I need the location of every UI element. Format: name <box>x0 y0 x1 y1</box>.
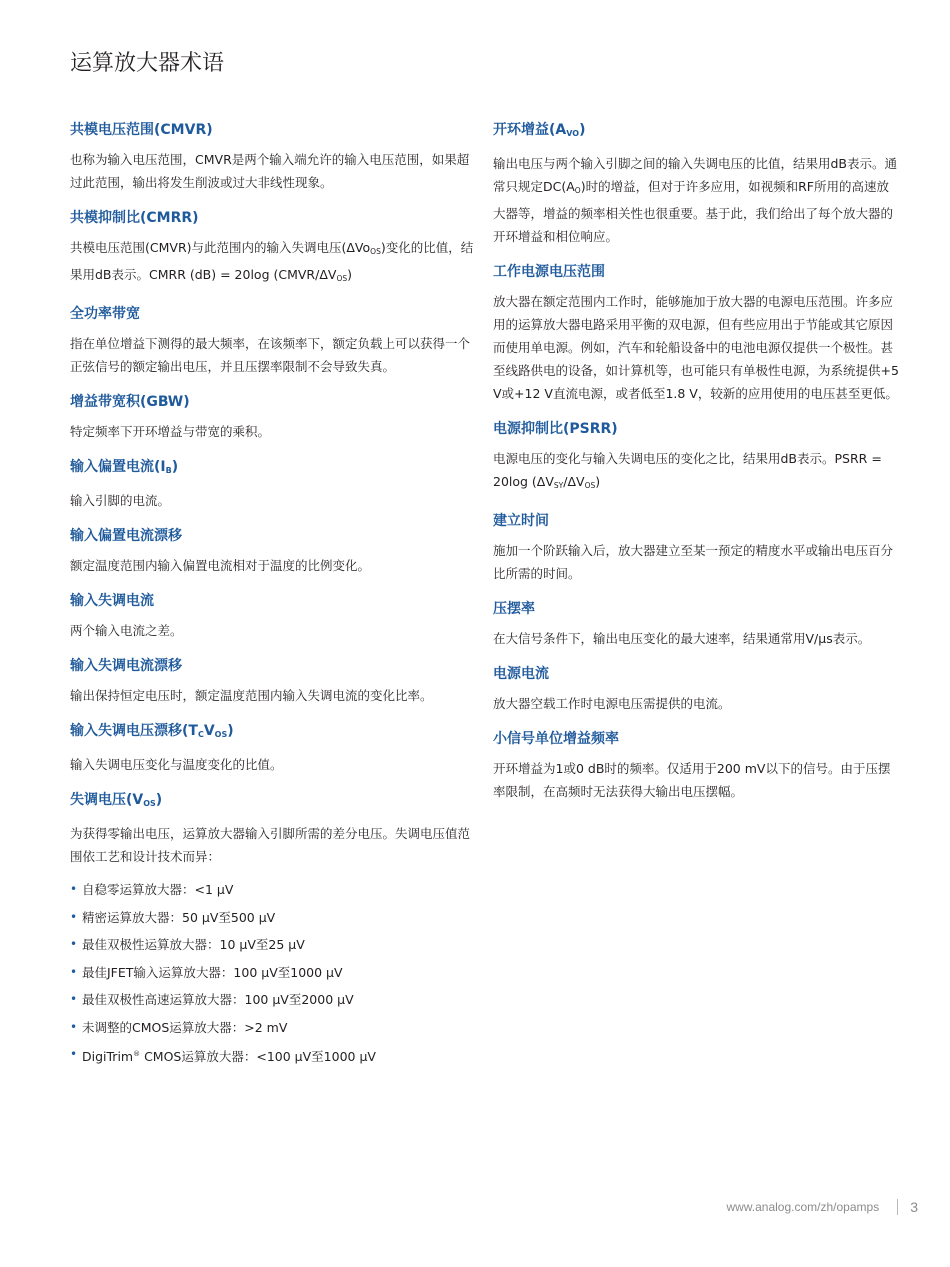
footer-url[interactable]: www.analog.com/zh/opamps <box>726 1200 880 1214</box>
avo-title-end: ) <box>579 122 586 138</box>
psrr-sub-2: OS <box>584 481 596 490</box>
bullet-icon: • <box>70 937 78 951</box>
term-heading-gbw: 增益带宽积(GBW) <box>70 394 190 410</box>
bullet-icon: • <box>70 909 78 924</box>
bullet-icon: • <box>70 1019 78 1034</box>
term-heading-cmvr: 共模电压范围(CMVR) <box>70 122 213 138</box>
right-column <box>493 120 899 817</box>
term-supply-current <box>493 664 899 715</box>
term-body-gbw: 特定频率下开环增益与带宽的乘积。 <box>70 424 271 439</box>
term-body-fpbw: 指在单位增益下测得的最大频率，在该频率下，额定负载上可以获得一个正弦信号的额定输出电压，并且压摆率限制不会导致失真。 <box>70 336 471 374</box>
term-body-supply-current: 放大器空载工作时电源电压需提供的电流。 <box>493 696 731 711</box>
term-ib <box>70 457 476 512</box>
term-slew <box>493 599 899 650</box>
term-body-supply-range: 放大器在额定范围内工作时，能够施加于放大器的电源电压范围。许多应用的运算放大器电路采用平衡的双电源，但有些应用出于节能或其它原因而使用单电源。例如，汽车和轮船设备中的电池电源仅提供一个极性。甚至线路供电的设备，如计算机等，也可能只有单极性电源，为系统提供+5 V或+12 V直流电源，或者低至1.8 V，较新的应用使用的电压甚至更低。 <box>493 294 899 401</box>
term-body-ios-drift: 输出保持恒定电压时，额定温度范围内输入失调电流的变化比率。 <box>70 688 433 703</box>
term-ib-drift <box>70 526 476 577</box>
cmrr-text-3: ) <box>347 267 352 282</box>
ib-title-main: 输入偏置电流(I <box>70 459 166 475</box>
term-heading-avo <box>493 120 899 144</box>
term-heading-tcvos <box>70 721 476 745</box>
list-item <box>70 904 476 932</box>
cmrr-text-2: )变化的比值，结果用dB表示。CMRR (dB) = 20log (CMVR/ΔV <box>70 240 474 282</box>
tcvos-title-main: 输入失调电压漂移(T <box>70 723 198 739</box>
list-item <box>70 876 476 904</box>
term-ios <box>70 591 476 642</box>
term-fpbw <box>70 304 476 378</box>
bullet-text: 自稳零运算放大器：<1 µV <box>82 882 234 897</box>
term-cmvr <box>70 120 476 194</box>
term-body-tcvos: 输入失调电压变化与温度变化的比值。 <box>70 757 283 772</box>
tcvos-title-mid: V <box>203 723 215 739</box>
term-body-ib-drift: 额定温度范围内输入偏置电流相对于温度的比例变化。 <box>70 558 371 573</box>
bullet-text: 精密运算放大器：50 µV至500 µV <box>82 909 276 925</box>
bullet-text: 未调整的CMOS运算放大器：>2 mV <box>82 1019 288 1035</box>
term-heading-vos <box>70 790 476 814</box>
term-body-slew: 在大信号条件下，输出电压变化的最大速率，结果通常用V/µs表示。 <box>493 631 871 646</box>
term-heading-settling: 建立时间 <box>493 513 549 529</box>
term-supply-range <box>493 262 899 405</box>
list-item <box>70 1014 476 1042</box>
tcvos-title-sub2: OS <box>214 730 228 739</box>
avo-text-2: )时的增益，但对于许多应用，如视频和RF所用的高速放大器等，增益的频率相关性也很重要。基于此，我们给出了每个放大器的开环增益和相位响应。 <box>493 179 894 244</box>
term-heading-ios-drift: 输入失调电流漂移 <box>70 658 182 674</box>
left-column <box>70 120 476 1085</box>
tcvos-title-sub1: C <box>197 730 204 739</box>
vos-title-sub: OS <box>143 799 156 808</box>
term-heading-cmrr: 共模抑制比(CMRR) <box>70 210 199 226</box>
list-item <box>70 931 476 959</box>
ib-title-end: ) <box>171 459 179 475</box>
term-heading-slew: 压摆率 <box>493 601 535 617</box>
term-heading-fpbw: 全功率带宽 <box>70 306 140 322</box>
list-item <box>70 1041 476 1071</box>
cmrr-sub-1: OS <box>370 247 381 256</box>
list-item <box>70 986 476 1014</box>
bullet-text: 最佳双极性高速运算放大器：100 µV至2000 µV <box>82 992 354 1007</box>
term-gbw <box>70 392 476 443</box>
bullet-text-digitrim-rest: CMOS运算放大器：<100 µV至1000 µV <box>140 1049 376 1064</box>
bullet-text: 最佳双极性运算放大器：10 µV至25 µV <box>82 937 305 952</box>
psrr-text-2: /ΔV <box>563 474 585 489</box>
term-body-avo <box>493 152 899 248</box>
list-item <box>70 959 476 987</box>
term-body-vos: 为获得零输出电压，运算放大器输入引脚所需的差分电压。失调电压值范围依工艺和设计技术而异： <box>70 826 471 864</box>
cmrr-text-1: 共模电压范围(CMVR)与此范围内的输入失调电压(ΔVo <box>70 240 371 255</box>
term-heading-supply-range: 工作电源电压范围 <box>493 264 605 280</box>
term-heading-supply-current: 电源电流 <box>493 666 549 682</box>
term-avo <box>493 120 899 248</box>
bullet-icon: • <box>70 992 78 1006</box>
page-title: 运算放大器术语 <box>70 51 225 76</box>
term-cmrr <box>70 208 476 290</box>
psrr-sub-1: SY <box>553 481 564 490</box>
term-body-ios: 两个输入电流之差。 <box>70 623 183 638</box>
term-vos <box>70 790 476 1071</box>
term-heading-unity-gain: 小信号单位增益频率 <box>493 731 619 747</box>
avo-text-1: 输出电压与两个输入引脚之间的输入失调电压的比值，结果用dB表示。通常只规定DC(A <box>493 156 898 194</box>
page-number: 3 <box>910 1199 918 1215</box>
tcvos-title-end: ) <box>227 723 234 739</box>
term-tcvos <box>70 721 476 776</box>
bullet-icon: • <box>70 964 78 979</box>
term-heading-ios: 输入失调电流 <box>70 593 154 609</box>
avo-title-sub: VO <box>566 129 580 138</box>
avo-title-main: 开环增益(A <box>493 122 567 138</box>
bullet-icon: • <box>70 882 78 896</box>
term-psrr <box>493 419 899 497</box>
term-heading-ib <box>70 457 476 481</box>
term-body-cmvr: 也称为输入电压范围，CMVR是两个输入端允许的输入电压范围，如果超过此范围，输出将发生削波或过大非线性现象。 <box>70 152 470 190</box>
term-ios-drift <box>70 656 476 707</box>
term-heading-psrr: 电源抑制比(PSRR) <box>493 421 618 437</box>
term-body-cmrr <box>70 236 476 290</box>
term-body-settling: 施加一个阶跃输入后，放大器建立至某一预定的精度水平或输出电压百分比所需的时间。 <box>493 543 894 581</box>
bullet-icon: • <box>70 1047 78 1061</box>
cmrr-sub-2: OS <box>336 274 348 283</box>
term-body-unity-gain: 开环增益为1或0 dB时的频率。仅适用于200 mV以下的信号。由于压摆率限制，在高频时无法获得大输出电压摆幅。 <box>493 761 891 799</box>
bullet-text-digitrim: DigiTrim <box>82 1049 134 1064</box>
term-body-ib: 输入引脚的电流。 <box>70 493 171 508</box>
bullet-text: 最佳JFET输入运算放大器：100 µV至1000 µV <box>82 964 343 980</box>
vos-title-main: 失调电压(V <box>70 792 144 808</box>
registered-mark: ® <box>133 1050 141 1058</box>
vos-title-end: ) <box>155 792 163 808</box>
term-body-psrr <box>493 447 899 497</box>
avo-sub: O <box>574 186 581 195</box>
term-unity-gain <box>493 729 899 803</box>
term-settling <box>493 511 899 585</box>
ib-title-sub: B <box>165 466 172 475</box>
psrr-text-3: ) <box>595 474 601 489</box>
page-footer <box>726 1199 918 1215</box>
vos-bullet-list <box>70 876 476 1071</box>
term-heading-ib-drift: 输入偏置电流漂移 <box>70 528 182 544</box>
footer-divider <box>897 1199 898 1215</box>
psrr-text-1: 电源电压的变化与输入失调电压的变化之比，结果用dB表示。PSRR = 20log (ΔV <box>493 451 882 489</box>
